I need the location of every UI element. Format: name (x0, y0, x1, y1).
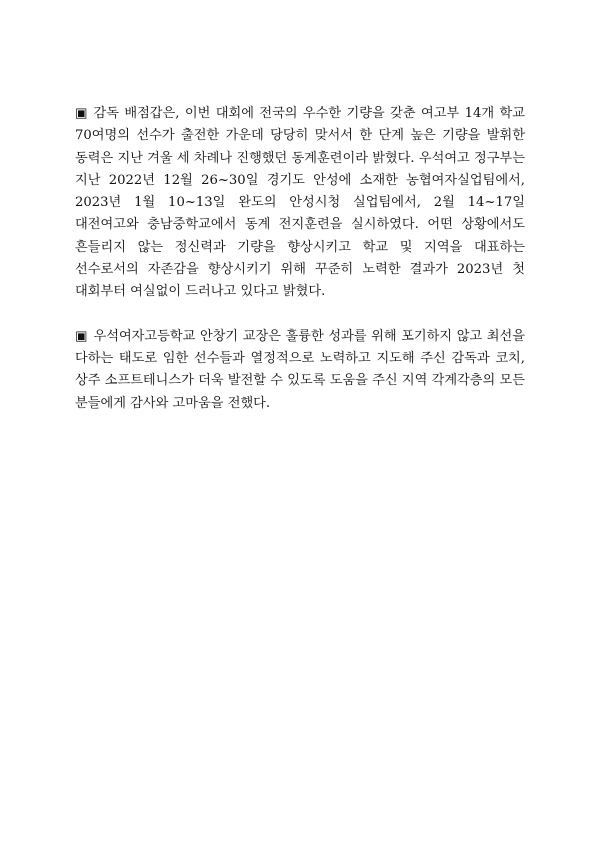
paragraph-coach-statement (75, 103, 525, 304)
square-bullet-icon: ▣ (75, 328, 88, 344)
paragraph-principal-statement (75, 326, 525, 415)
paragraph-text: 감독 배점갑은, 이번 대회에 전국의 우수한 기량을 갖춘 여고부 14개 학교 70여명의 선수가 출전한 가운데 당당히 맞서서 한 단계 높은 기량을 발휘한 동력은 지난 겨울 세 차례나 진행했던 동계훈련이라 밝혔다. 우석여고 정구부는 지난 2022년 12월 26~30일 경기도 안성에 소재한 농협여자실업팀에서, 2023년 1월 10~13일 완도의 안성시청 실업팀에서, 2월 14~17일 대전여고와 충남중학교에서 동계 전지훈련을 실시하였다. 어떤 상황에서도 흔들리지 않는 정신력과 기량을 향상시키고 학교 및 지역을 대표하는 선수로서의 자존감을 향상시키기 위해 꾸준히 노력한 결과가 2023년 첫 대회부터 여실없이 드러나고 있다고 밝혔다. (75, 106, 525, 300)
paragraph-text: 우석여자고등학교 안창기 교장은 훌륭한 성과를 위해 포기하지 않고 최선을 다하는 태도로 임한 선수들과 열정적으로 노력하고 지도해 주신 감독과 코치, 상주 소프트테니스가 더욱 발전할 수 있도록 도움을 주신 지역 각계각층의 모든 분들에게 감사와 고마움을 전했다. (75, 328, 525, 411)
document-body (75, 103, 525, 415)
square-bullet-icon: ▣ (75, 106, 88, 121)
